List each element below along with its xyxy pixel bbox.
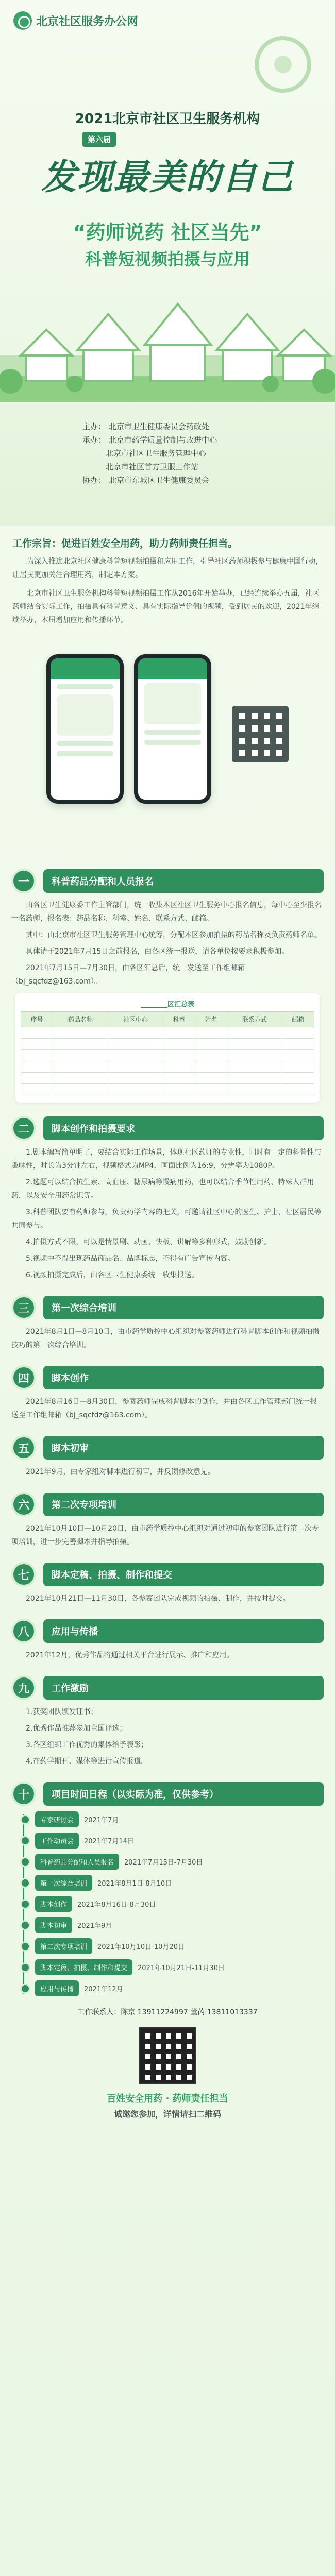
table-cell bbox=[163, 1084, 195, 1095]
section-number: 八 bbox=[11, 1619, 36, 1643]
table-cell bbox=[108, 1050, 163, 1061]
table-cell bbox=[227, 1084, 282, 1095]
timeline-item-name: 脚本初审 bbox=[35, 1917, 72, 1933]
sponsor-row: 主办： 北京市卫生健康委员会药政处 bbox=[82, 422, 210, 431]
section-number: 十 bbox=[11, 1782, 36, 1806]
table-cell bbox=[163, 1073, 195, 1084]
table-cell bbox=[163, 1050, 195, 1061]
table-cell bbox=[227, 1061, 282, 1073]
column-header: 药品名称 bbox=[53, 1012, 108, 1027]
table-cell bbox=[195, 1027, 227, 1039]
table-cell bbox=[108, 1073, 163, 1084]
section-title: 脚本定稿、拍摄、制作和提交 bbox=[43, 1563, 324, 1586]
column-header: 邮箱 bbox=[282, 1012, 314, 1027]
brand-name: 北京社区服务办公网 bbox=[36, 15, 139, 28]
section-paragraph: 5.视频中不得出现药品商品名、品牌标志，不得有广告宣传内容。 bbox=[26, 1255, 235, 1263]
column-header: 联系方式 bbox=[227, 1012, 282, 1027]
contact-info: 工作联系人：陈京 13911224997 董芮 13811013337 bbox=[77, 2008, 258, 2016]
intro-section bbox=[0, 526, 335, 855]
timeline-item-date: 2021年10月21日-11月30日 bbox=[138, 1964, 225, 1972]
column-header: 社区中心 bbox=[108, 1012, 163, 1027]
table-cell bbox=[282, 1073, 314, 1084]
table-cell bbox=[227, 1039, 282, 1050]
table-cell bbox=[21, 1073, 53, 1084]
footer bbox=[0, 2027, 335, 2151]
table-cell bbox=[108, 1061, 163, 1073]
table-row bbox=[21, 1084, 314, 1095]
sponsor-row: 北京市社区首方卫服工作站 bbox=[106, 462, 199, 471]
section-paragraph: 由各区卫生健康委工作主管部门，统一收集本区社区卫生服务中心报名信息，每中心至少报名一名药师，报名表：药品名称、科室、姓名、联系方式、邮箱。 bbox=[11, 901, 322, 923]
timeline-item bbox=[35, 1959, 324, 1975]
timeline-item-date: 2021年12月 bbox=[84, 1986, 123, 1993]
section-6 bbox=[0, 1492, 335, 1549]
timeline-item-date: 2021年8月16日-8月30日 bbox=[77, 1901, 156, 1909]
list-item: 3.各区组织工作优秀的集体给予表彰； bbox=[26, 1741, 148, 1749]
timeline-item bbox=[35, 1811, 324, 1827]
timeline-item-date: 2021年7月14日 bbox=[84, 1838, 134, 1845]
sponsors bbox=[82, 420, 217, 487]
table-cell bbox=[53, 1061, 108, 1073]
section-paragraph: 具体请于2021年7月15日之前报名，由各区统一报送，请各单位按要求积极参加。 bbox=[26, 947, 289, 956]
table-cell bbox=[282, 1084, 314, 1095]
timeline-item-name: 工作动员会 bbox=[35, 1833, 79, 1849]
intro-paragraph: 为深入推进北京社区健康科普短视频拍摄和应用工作，引导社区药师积极参与健康中国行动，让居民更加关注合理用药，制定本方案。 bbox=[12, 557, 323, 579]
section-10-timeline bbox=[0, 1782, 335, 2017]
section-title: 脚本创作和拍摄要求 bbox=[43, 1116, 324, 1140]
timeline-item-name: 脚本创作 bbox=[35, 1896, 72, 1912]
hero-banner bbox=[0, 0, 335, 526]
timeline-item bbox=[35, 1917, 324, 1933]
table-cell bbox=[21, 1050, 53, 1061]
table-cell bbox=[21, 1084, 53, 1095]
section-number: 三 bbox=[11, 1295, 36, 1320]
section-number: 一 bbox=[11, 869, 36, 893]
main-title: 发现最美的自己 bbox=[41, 157, 294, 198]
section-2 bbox=[0, 1116, 335, 1282]
list-item: 4.在药学期刊、媒体等进行宣传报道。 bbox=[26, 1757, 148, 1766]
timeline-item-name: 脚本定稿、拍摄、制作和提交 bbox=[35, 1959, 132, 1975]
timeline-item-date: 2021年8月1日-8月10日 bbox=[97, 1880, 172, 1888]
table-cell bbox=[195, 1039, 227, 1050]
table-cell bbox=[227, 1073, 282, 1084]
timeline bbox=[16, 1811, 324, 1996]
form-title: ________区汇总表 bbox=[140, 1001, 194, 1008]
intro-heading: 工作宗旨：促进百姓安全用药，助力药师责任担当。 bbox=[12, 538, 238, 549]
section-title: 第一次综合培训 bbox=[43, 1296, 324, 1319]
section-number: 四 bbox=[11, 1365, 36, 1390]
table-cell bbox=[53, 1084, 108, 1095]
timeline-item bbox=[35, 1854, 324, 1870]
section-5 bbox=[0, 1435, 335, 1479]
timeline-item-date: 2021年9月 bbox=[77, 1922, 112, 1930]
section-paragraph: 其中：由北京市社区卫生服务管理中心统筹，分配本区参加拍摄的药品名称及负责药师名单。 bbox=[26, 931, 322, 939]
film-reel-icon bbox=[255, 36, 311, 93]
timeline-item bbox=[35, 1938, 324, 1954]
slogan-invite: 诚邀您参加，详情请扫二维码 bbox=[113, 2109, 221, 2119]
section-paragraph: 2021年9月，由专家组对脚本进行初审，并反馈修改意见。 bbox=[26, 1468, 215, 1476]
section-title: 脚本初审 bbox=[43, 1436, 324, 1460]
section-title: 项目时间日程（以实际为准，仅供参考） bbox=[43, 1782, 324, 1806]
section-9 bbox=[0, 1675, 335, 1768]
table-cell bbox=[53, 1039, 108, 1050]
sponsor-row: 协办： 北京市东城区卫生健康委员会 bbox=[82, 476, 210, 485]
timeline-item-date: 2021年7月 bbox=[84, 1817, 119, 1824]
section-paragraph: 2021年8月16日—8月30日，参赛药师完成科普脚本的创作，并由各区工作管理部门统一报送至工作组邮箱（bj_sqcfdz@163.com）。 bbox=[11, 1398, 317, 1419]
table-cell bbox=[163, 1039, 195, 1050]
timeline-item-date: 2021年7月15日-7月30日 bbox=[124, 1859, 203, 1867]
content bbox=[0, 855, 335, 2151]
table-cell bbox=[53, 1027, 108, 1039]
timeline-item-name: 专家研讨会 bbox=[35, 1811, 79, 1827]
quote-title: “药师说药 社区当先” bbox=[73, 221, 262, 244]
phone-mockup bbox=[134, 654, 211, 804]
subtitle: 科普短视频拍摄与应用 bbox=[85, 249, 250, 269]
timeline-item bbox=[35, 1875, 324, 1891]
table-cell bbox=[163, 1027, 195, 1039]
timeline-item-name: 第一次综合培训 bbox=[35, 1875, 92, 1891]
timeline-item-name: 第二次专项培训 bbox=[35, 1938, 92, 1954]
section-title: 科普药品分配和人员报名 bbox=[43, 869, 324, 893]
table-cell bbox=[282, 1027, 314, 1039]
section-paragraph: 2021年10月10日—10月20日，由市药学质控中心组织对通过初审的参赛团队进行第二次专项培训，进一步完善脚本并指导拍摄。 bbox=[11, 1524, 319, 1546]
section-1 bbox=[0, 869, 335, 1103]
section-title: 第二次专项培训 bbox=[43, 1493, 324, 1516]
table-cell bbox=[282, 1039, 314, 1050]
table-cell bbox=[21, 1027, 53, 1039]
table-cell bbox=[195, 1073, 227, 1084]
table-cell bbox=[195, 1061, 227, 1073]
table-cell bbox=[227, 1027, 282, 1039]
section-7 bbox=[0, 1562, 335, 1605]
qr-code-image bbox=[232, 706, 289, 762]
table-cell bbox=[21, 1061, 53, 1073]
table-row bbox=[21, 1050, 314, 1061]
org-line: 2021北京市社区卫生服务机构 bbox=[75, 111, 260, 127]
section-number: 五 bbox=[11, 1435, 36, 1460]
list-item: 1.获奖团队颁发证书； bbox=[26, 1708, 98, 1716]
season-badge: 第六届 bbox=[82, 132, 116, 147]
list-item: 2.优秀作品推荐参加全国评选； bbox=[26, 1724, 127, 1733]
section-4 bbox=[0, 1365, 335, 1422]
table-cell bbox=[53, 1050, 108, 1061]
table-cell bbox=[21, 1039, 53, 1050]
section-number: 九 bbox=[11, 1675, 36, 1700]
column-header: 科室 bbox=[163, 1012, 195, 1027]
section-title: 工作激励 bbox=[43, 1676, 324, 1700]
table-cell bbox=[53, 1073, 108, 1084]
timeline-item bbox=[35, 1980, 324, 1996]
table-cell bbox=[282, 1061, 314, 1073]
phone-mockup bbox=[46, 654, 124, 804]
section-title: 应用与传播 bbox=[43, 1619, 324, 1643]
timeline-item-name: 应用与传播 bbox=[35, 1980, 79, 1996]
table-row bbox=[21, 1061, 314, 1073]
section-paragraph: 2021年8月1日—8月10日，由市药学质控中心组织对参赛药师进行科普脚本创作和视频拍摄技巧的第一次综合培训。 bbox=[11, 1328, 320, 1349]
table-cell bbox=[195, 1050, 227, 1061]
table-cell bbox=[108, 1039, 163, 1050]
section-paragraph: 6.视频拍摄完成后，由各区卫生健康委统一收集报送。 bbox=[26, 1271, 199, 1279]
phones-illustration bbox=[36, 654, 304, 809]
table-cell bbox=[227, 1050, 282, 1061]
brand bbox=[13, 11, 138, 30]
section-paragraph: 3.科普团队要有药师参与，负责药学内容的把关，可邀请社区中心的医生、护士、社区居民等共同参与。 bbox=[11, 1208, 322, 1230]
section-paragraph: 2021年7月15日—7月30日，由各区汇总后，统一发送至工作组邮箱（bj_sqcfdz@163.com）。 bbox=[11, 964, 245, 986]
table-row bbox=[21, 1027, 314, 1039]
section-title: 脚本创作 bbox=[43, 1366, 324, 1389]
table-cell bbox=[282, 1050, 314, 1061]
sponsor-row: 承办： 北京市药学质量控制与改进中心 bbox=[82, 435, 217, 445]
table-cell bbox=[163, 1061, 195, 1073]
section-paragraph: 1.剧本编写简单明了，要结合实际工作场景，体现社区药师的专业性，同时有一定的科普性与趣味性，时长为3分钟左右，视频格式为MP4，画面比例为16:9，分辨率为1080P。 bbox=[11, 1148, 322, 1170]
section-3 bbox=[0, 1295, 335, 1352]
section-paragraph: 2021年10月21日—11月30日，各参赛团队完成视频的拍摄、制作，并按时提交。 bbox=[26, 1595, 290, 1603]
intro-paragraph: 北京市社区卫生服务机构科普短视频拍摄工作从2016年开始举办，已经连续举办五届，社区药师结合实际工作，拍摄具有科普意义、具有实际指导价值的视频，受到居民的欢迎，2021年继续举办，本届增加应用和传播环节。 bbox=[12, 589, 320, 624]
sponsor-row: 北京市社区卫生服务管理中心 bbox=[106, 449, 207, 458]
section-paragraph: 2021年12月，优秀作品将通过相关平台进行展示、推广和应用。 bbox=[26, 1651, 234, 1659]
brand-logo-icon bbox=[13, 11, 32, 30]
section-number: 二 bbox=[11, 1116, 36, 1141]
timeline-item bbox=[35, 1896, 324, 1912]
section-paragraph: 2.选题可以结合抗生素、高血压、糖尿病等慢病用药，也可以结合季节性用药、特殊人群用药，以及安全用药常识等。 bbox=[11, 1178, 314, 1200]
table-row bbox=[21, 1073, 314, 1084]
table-row bbox=[21, 1039, 314, 1050]
qr-code-image[interactable] bbox=[139, 2027, 196, 2084]
column-header: 姓名 bbox=[195, 1012, 227, 1027]
timeline-item-name: 科普药品分配和人员报名 bbox=[35, 1854, 119, 1870]
timeline-item bbox=[35, 1833, 324, 1849]
section-number: 六 bbox=[11, 1492, 36, 1517]
timeline-item-date: 2021年10月10日-10月20日 bbox=[97, 1943, 185, 1951]
column-header: 序号 bbox=[21, 1012, 53, 1027]
section-number: 七 bbox=[11, 1562, 36, 1587]
table-cell bbox=[195, 1084, 227, 1095]
table-cell bbox=[108, 1027, 163, 1039]
houses-illustration bbox=[0, 278, 335, 402]
section-paragraph: 4.拍摄方式不限，可以是情景剧、动画、快板、讲解等多种形式，鼓励创新。 bbox=[26, 1238, 271, 1246]
section-8 bbox=[0, 1619, 335, 1662]
registration-form-table bbox=[15, 993, 320, 1103]
slogan: 百姓安全用药 · 药师责任担当 bbox=[107, 2093, 228, 2104]
table-cell bbox=[108, 1084, 163, 1095]
